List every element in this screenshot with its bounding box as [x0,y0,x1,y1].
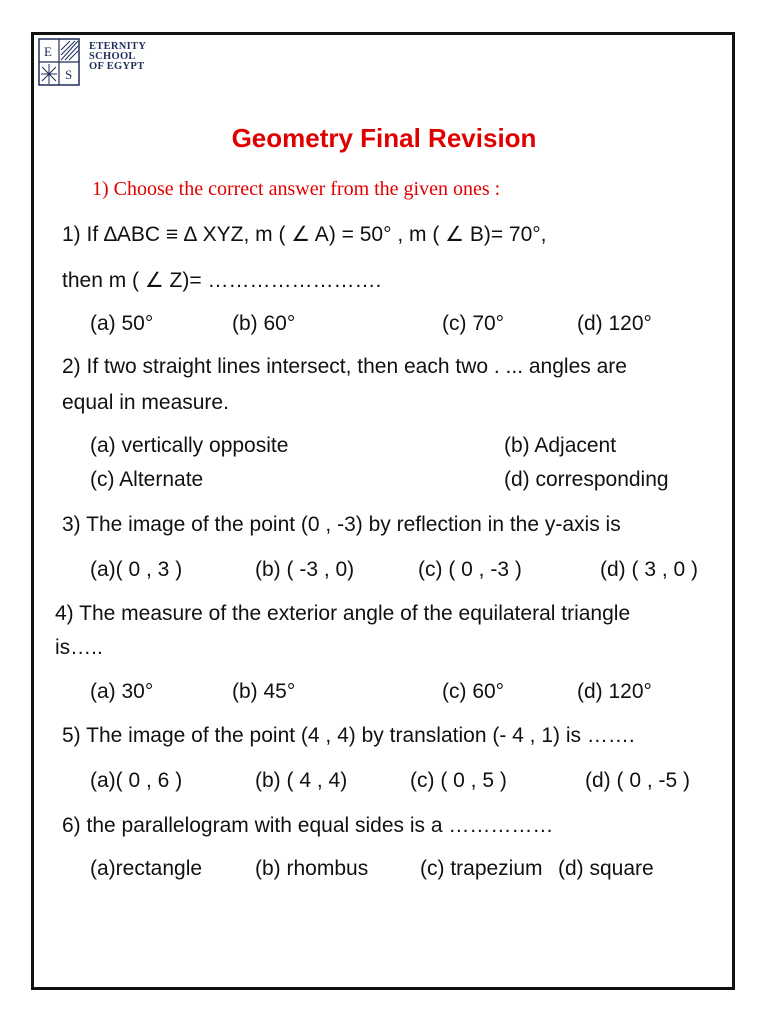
q6-option-d: (d) square [558,857,654,880]
q5-option-a: (a)( 0 , 6 ) [90,769,183,792]
q5-option-b: (b) ( 4 , 4) [255,769,348,792]
q3-option-c: (c) ( 0 , -3 ) [418,558,522,581]
page-border [31,32,735,990]
q2-option-c: (c) Alternate [90,468,204,491]
question-6-text: 6) the parallelogram with equal sides is a …………… [62,814,554,837]
q5-option-c: (c) ( 0 , 5 ) [410,769,507,792]
section-instruction: 1) Choose the correct answer from the given ones : [92,178,501,200]
q3-option-a: (a)( 0 , 3 ) [90,558,183,581]
q2-option-d: (d) corresponding [504,468,669,491]
page-title: Geometry Final Revision [231,123,537,153]
question-4-text: 4) The measure of the exterior angle of the equilateral triangle [55,602,631,625]
q4-option-b: (b) 45° [232,680,296,703]
q4-option-c: (c) 60° [442,680,505,703]
question-1-text-cont: then m ( ∠ Z)= ……………………. [62,269,382,292]
question-1-text: 1) If ∆ABC ≡ ∆ XYZ, m ( ∠ A) = 50° , m ( ∠ B)= 70°, [62,223,547,246]
q2-option-a: (a) vertically opposite [90,434,289,457]
question-5-text: 5) The image of the point (4 , 4) by translation (- 4 , 1) is ……. [62,724,635,747]
question-2-text: 2) If two straight lines intersect, then each two . ... angles are [62,355,627,378]
q1-option-a: (a) 50° [90,312,154,335]
question-3-text: 3) The image of the point (0 , -3) by reflection in the y-axis is [62,513,621,536]
q1-option-c: (c) 70° [442,312,505,335]
q5-option-d: (d) ( 0 , -5 ) [585,769,691,792]
q3-option-d: (d) ( 3 , 0 ) [600,558,699,581]
q6-option-b: (b) rhombus [255,857,369,880]
q4-option-d: (d) 120° [577,680,652,703]
q2-option-b: (b) Adjacent [504,434,617,457]
question-4-text-cont: is….. [55,636,103,659]
q1-option-d: (d) 120° [577,312,652,335]
school-name-line: SCHOOL [89,51,136,62]
q6-option-c: (c) trapezium [420,857,543,880]
q1-option-b: (b) 60° [232,312,296,335]
q4-option-a: (a) 30° [90,680,154,703]
school-name-line: OF EGYPT [89,61,145,72]
school-name [89,42,146,72]
question-2-text-cont: equal in measure. [62,391,229,414]
q6-option-a: (a)rectangle [90,857,203,880]
crest-letter-s: S [65,67,73,82]
q3-option-b: (b) ( -3 , 0) [255,558,355,581]
school-name-line: ETERNITY [89,41,147,52]
crest-letter-e: E [44,44,52,59]
